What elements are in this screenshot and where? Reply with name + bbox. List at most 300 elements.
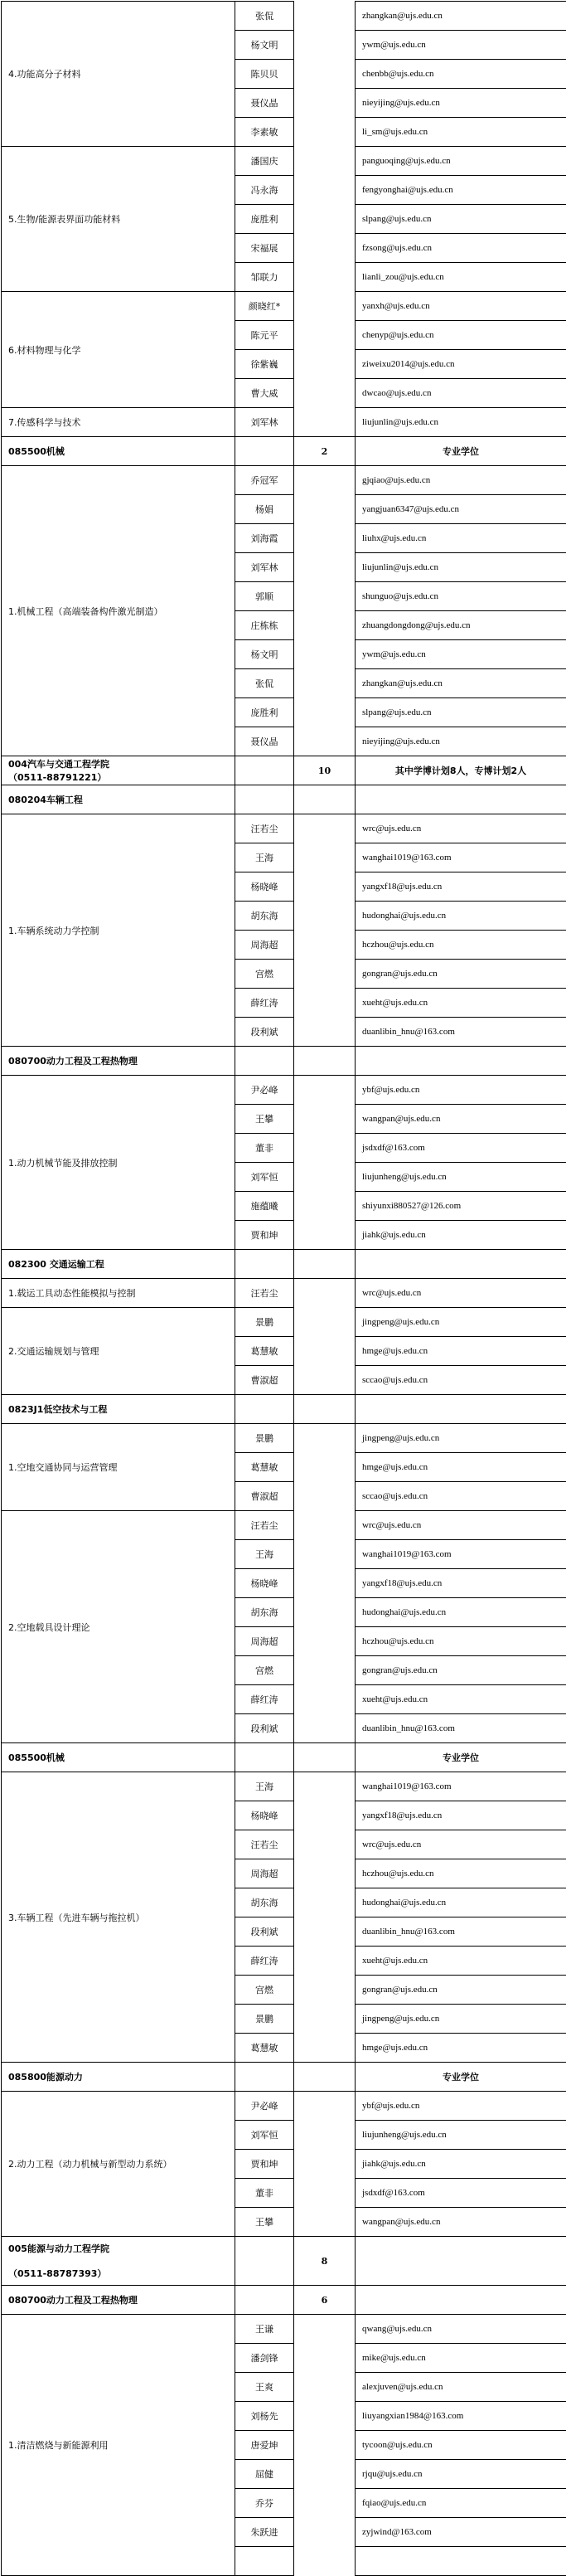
section-header-row	[2, 2237, 566, 2286]
supervisor-name	[235, 1511, 294, 1540]
supervisor-name-text: 汪若尘	[251, 1520, 278, 1531]
quota-cell-empty	[294, 582, 356, 611]
section-phone: （0511-88787393）	[8, 2267, 235, 2280]
email-text: liujunlin@ujs.edu.cn	[362, 417, 438, 427]
supervisor-name-text: 王爽	[255, 2382, 273, 2393]
note-cell	[356, 1047, 566, 1076]
email-text: zhangkan@ujs.edu.cn	[362, 678, 443, 688]
supervisor-name	[235, 669, 294, 698]
email-text: hudonghai@ujs.edu.cn	[362, 1898, 446, 1908]
supervisor-name	[235, 1076, 294, 1105]
supervisor-email	[356, 176, 566, 205]
supervisor-name-text: 杨娟	[255, 504, 273, 515]
research-direction	[2, 1076, 235, 1250]
quota-cell	[294, 1250, 356, 1279]
email-text: jsdxdf@163.com	[362, 1143, 425, 1153]
quota-cell-empty	[294, 408, 356, 437]
email-text: wrc@ujs.edu.cn	[362, 1288, 421, 1298]
email-text: hudonghai@ujs.edu.cn	[362, 911, 446, 921]
name-cell-empty	[235, 785, 294, 814]
table-row	[2, 2092, 566, 2121]
supervisor-name-text: 朱跃进	[251, 2527, 278, 2538]
email-text: liujunheng@ujs.edu.cn	[362, 2130, 447, 2140]
quota-cell-empty	[294, 1917, 356, 1947]
quota-cell-empty	[294, 1337, 356, 1366]
supervisor-name-text: 汪若尘	[251, 824, 278, 834]
supervisor-name	[235, 1453, 294, 1482]
supervisor-name-text: 宫燃	[255, 969, 273, 979]
supervisor-email	[356, 814, 566, 843]
supervisor-email	[356, 234, 566, 263]
supervisor-name	[235, 1772, 294, 1801]
supervisor-name	[235, 2489, 294, 2518]
supervisor-email	[356, 2034, 566, 2063]
supervisor-name-text: 庞胜利	[251, 214, 278, 225]
supervisor-name	[235, 2179, 294, 2208]
quota-cell-empty	[294, 669, 356, 698]
note-cell	[356, 2063, 566, 2092]
supervisor-name	[235, 1424, 294, 1453]
supervisor-name-text: 王攀	[255, 2217, 273, 2228]
supervisor-email	[356, 1772, 566, 1801]
supervisor-name	[235, 1598, 294, 1627]
supervisor-name	[235, 1627, 294, 1656]
quota-cell-empty	[294, 553, 356, 582]
supervisor-name-text: 薛红涛	[251, 1694, 278, 1705]
supervisor-name	[235, 2092, 294, 2121]
section-title	[2, 1395, 235, 1424]
quota-cell	[294, 2237, 356, 2286]
research-direction-label: 7.传感科学与技术	[8, 417, 81, 428]
supervisor-name	[235, 2121, 294, 2150]
supervisor-name	[235, 1976, 294, 2005]
research-direction	[2, 408, 235, 437]
section-title-text: 085500机械	[8, 446, 65, 457]
supervisor-name-text: 颜晓红*	[249, 301, 281, 312]
supervisor-name	[235, 1917, 294, 1947]
quota-cell-empty	[294, 2, 356, 31]
supervisor-name-text: 杨晓峰	[251, 1578, 278, 1589]
supervisor-email	[356, 1424, 566, 1453]
email-text: jiahk@ujs.edu.cn	[362, 2159, 426, 2169]
supervisor-name-text: 聂仪晶	[251, 736, 278, 747]
section-title-text: 080700动力工程及工程热物理	[8, 1056, 138, 1067]
quota-cell-empty	[294, 1714, 356, 1743]
supervisor-name-text: 刘杨先	[251, 2411, 278, 2422]
supervisor-email	[356, 902, 566, 931]
supervisor-name-text: 徐紫巍	[251, 359, 278, 370]
supervisor-email	[356, 2373, 566, 2402]
supervisor-name	[235, 902, 294, 931]
email-text: jsdxdf@163.com	[362, 2188, 425, 2198]
email-text: yangjuan6347@ujs.edu.cn	[362, 504, 459, 514]
name-cell-empty	[235, 1047, 294, 1076]
supervisor-email	[356, 2402, 566, 2431]
section-title	[2, 2286, 235, 2315]
email-text: nieyijing@ujs.edu.cn	[362, 736, 440, 746]
supervisor-name	[235, 1018, 294, 1047]
email-text: duanlibin_hnu@163.com	[362, 1723, 455, 1733]
quota-cell-empty	[294, 1685, 356, 1714]
supervisor-name-text: 王海	[255, 1781, 273, 1792]
note-cell	[356, 2237, 566, 2286]
degree-type-note: 专业学位	[443, 1752, 479, 1763]
supervisor-name	[235, 408, 294, 437]
supervisor-email	[356, 1105, 566, 1134]
email-text: fzsong@ujs.edu.cn	[362, 243, 432, 253]
table-row	[2, 408, 566, 437]
quota-cell-empty	[294, 118, 356, 147]
note-cell	[356, 1743, 566, 1772]
quota-cell-empty	[294, 2373, 356, 2402]
email-text: dwcao@ujs.edu.cn	[362, 388, 431, 398]
supervisor-email	[356, 2431, 566, 2460]
supervisor-name	[235, 989, 294, 1018]
email-text: qwang@ujs.edu.cn	[362, 2324, 432, 2334]
supervisor-email	[356, 2208, 566, 2237]
quota-cell-empty	[294, 89, 356, 118]
table-row	[2, 1772, 566, 1801]
quota-cell-empty	[294, 1163, 356, 1192]
quota-cell-empty	[294, 2547, 356, 2576]
supervisor-email	[356, 466, 566, 495]
supervisor-email	[356, 205, 566, 234]
email-text: mike@ujs.edu.cn	[362, 2353, 426, 2363]
quota-cell-empty	[294, 466, 356, 495]
research-direction	[2, 466, 235, 756]
supervisor-name-text: 葛慧敏	[251, 1346, 278, 1357]
supervisor-name	[235, 872, 294, 902]
quota-cell-empty	[294, 727, 356, 756]
quota-cell	[294, 1743, 356, 1772]
email-text: wanghai1019@163.com	[362, 1781, 452, 1791]
supervisor-name	[235, 2431, 294, 2460]
supervisor-name	[235, 1163, 294, 1192]
supervisor-name-text: 张侃	[255, 678, 273, 689]
supervisor-name-text: 陈元平	[251, 330, 278, 341]
supervisor-name-text: 宫燃	[255, 1665, 273, 1676]
supervisor-email	[356, 2518, 566, 2547]
quota-cell-empty	[294, 1772, 356, 1801]
email-text: sccao@ujs.edu.cn	[362, 1491, 428, 1501]
supervisor-name	[235, 931, 294, 960]
research-direction-label: 4.功能高分子材料	[8, 69, 81, 80]
section-title	[2, 2237, 235, 2286]
supervisor-name	[235, 1888, 294, 1917]
email-text: tycoon@ujs.edu.cn	[362, 2440, 433, 2450]
supervisor-email	[356, 89, 566, 118]
supervisor-name	[235, 1656, 294, 1685]
supervisor-name-text: 刘军恒	[251, 2130, 278, 2141]
supervisor-email	[356, 321, 566, 350]
email-text: li_sm@ujs.edu.cn	[362, 127, 428, 137]
table-row	[2, 147, 566, 176]
supervisor-name	[235, 2402, 294, 2431]
supervisor-name	[235, 234, 294, 263]
quota-cell	[294, 2286, 356, 2315]
research-direction-label: 1.动力机械节能及排放控制	[8, 1158, 118, 1169]
supervisor-email	[356, 727, 566, 756]
note-cell	[356, 1395, 566, 1424]
section-header-row	[2, 1250, 566, 1279]
supervisor-name	[235, 31, 294, 60]
email-text: hmge@ujs.edu.cn	[362, 1462, 428, 1472]
supervisor-email	[356, 118, 566, 147]
supervisor-name-text: 屈健	[255, 2469, 273, 2480]
quota-cell-empty	[294, 1105, 356, 1134]
supervisor-name-text: 聂仪晶	[251, 98, 278, 109]
supervisor-name-text: 周海超	[251, 1869, 278, 1879]
quota-cell-empty	[294, 1598, 356, 1627]
email-text: yangxf18@ujs.edu.cn	[362, 882, 442, 892]
quota-cell-empty	[294, 843, 356, 872]
supervisor-email	[356, 1830, 566, 1859]
supervisor-name	[235, 495, 294, 524]
email-text: shiyunxi880527@126.com	[362, 1201, 461, 1211]
supervisor-name	[235, 379, 294, 408]
quota-cell-empty	[294, 931, 356, 960]
quota-cell-empty	[294, 292, 356, 321]
quota-cell-empty	[294, 1134, 356, 1163]
supervisor-email	[356, 1569, 566, 1598]
supervisor-name	[235, 553, 294, 582]
supervisor-name	[235, 205, 294, 234]
supervisor-name-text: 段利斌	[251, 1723, 278, 1734]
note-cell	[356, 1250, 566, 1279]
supervisor-email	[356, 1192, 566, 1221]
supervisor-email	[356, 2121, 566, 2150]
email-text: duanlibin_hnu@163.com	[362, 1027, 455, 1037]
supervisor-email	[356, 931, 566, 960]
supervisor-name	[235, 2208, 294, 2237]
supervisor-name-text: 周海超	[251, 940, 278, 950]
quota-cell-empty	[294, 1076, 356, 1105]
email-text: hczhou@ujs.edu.cn	[362, 1636, 434, 1646]
quota-cell-empty	[294, 698, 356, 727]
supervisor-name-text: 刘军林	[251, 562, 278, 573]
supervisor-email	[356, 524, 566, 553]
email-text: yanxh@ujs.edu.cn	[362, 301, 430, 311]
supervisor-name-text: 王海	[255, 853, 273, 863]
quota-cell-empty	[294, 1192, 356, 1221]
email-text: gongran@ujs.edu.cn	[362, 969, 438, 979]
supervisor-email	[356, 640, 566, 669]
email-text: jingpeng@ujs.edu.cn	[362, 1433, 439, 1443]
email-text: xueht@ujs.edu.cn	[362, 1694, 428, 1704]
email-text: ybf@ujs.edu.cn	[362, 2101, 419, 2111]
quota-cell-empty	[294, 1453, 356, 1482]
email-text: wanghai1019@163.com	[362, 1549, 452, 1559]
supervisor-name	[235, 1279, 294, 1308]
supervisor-email	[356, 263, 566, 292]
supervisor-email	[356, 1221, 566, 1250]
supervisor-email	[356, 1366, 566, 1395]
quota-cell-empty	[294, 1801, 356, 1830]
email-text: zhuangdongdong@ujs.edu.cn	[362, 620, 471, 630]
degree-type-note: 专业学位	[443, 446, 479, 457]
email-text: liujunheng@ujs.edu.cn	[362, 1172, 447, 1182]
supervisor-email	[356, 292, 566, 321]
supervisor-email	[356, 2005, 566, 2034]
quota-value: 10	[318, 766, 331, 776]
email-text: hmge@ujs.edu.cn	[362, 2043, 428, 2053]
section-title	[2, 2063, 235, 2092]
supervisor-email	[356, 1134, 566, 1163]
research-direction	[2, 147, 235, 292]
supervisor-email	[356, 60, 566, 89]
supervisor-name-text: 王攀	[255, 1114, 273, 1125]
supervisor-email	[356, 1482, 566, 1511]
supervisor-name-text: 薛红涛	[251, 1956, 278, 1966]
section-title-text: 005能源与动力工程学院	[8, 2243, 109, 2254]
supervisor-name	[235, 1192, 294, 1221]
supervisor-email	[356, 1308, 566, 1337]
name-cell-empty	[235, 1250, 294, 1279]
email-text: fengyonghai@ujs.edu.cn	[362, 185, 453, 195]
name-cell-empty	[235, 756, 294, 785]
supervisor-name-text: 贾和坤	[251, 1230, 278, 1241]
supervisor-name-text: 杨晓峰	[251, 882, 278, 892]
supervisor-email	[356, 1018, 566, 1047]
supervisor-name-text: 郭顺	[255, 591, 273, 602]
supervisor-email	[356, 31, 566, 60]
email-text: wrc@ujs.edu.cn	[362, 824, 421, 834]
name-cell-empty	[235, 2063, 294, 2092]
supervisor-name	[235, 1134, 294, 1163]
research-direction-label: 1.空地交通协同与运营管理	[8, 1462, 118, 1473]
table-row	[2, 2, 566, 31]
email-text: liujunlin@ujs.edu.cn	[362, 562, 438, 572]
section-header-row	[2, 1047, 566, 1076]
supervisor-email	[356, 843, 566, 872]
section-header-row	[2, 437, 566, 466]
research-direction	[2, 1772, 235, 2063]
supervisor-email	[356, 1685, 566, 1714]
email-text: wangpan@ujs.edu.cn	[362, 2217, 440, 2227]
quota-cell-empty	[294, 1482, 356, 1511]
supervisor-email	[356, 2, 566, 31]
supervisor-name	[235, 60, 294, 89]
section-title	[2, 1743, 235, 1772]
supervisor-email	[356, 1453, 566, 1482]
supervisor-name-text: 汪若尘	[251, 1288, 278, 1299]
section-phone: （0511-88791221）	[8, 770, 235, 784]
quota-cell-empty	[294, 350, 356, 379]
quota-cell-empty	[294, 1221, 356, 1250]
quota-cell-empty	[294, 1888, 356, 1917]
section-title	[2, 437, 235, 466]
quota-cell-empty	[294, 960, 356, 989]
supervisor-name	[235, 321, 294, 350]
research-direction	[2, 1308, 235, 1395]
table-row	[2, 1076, 566, 1105]
supervisor-name-text: 董非	[255, 2188, 273, 2199]
supervisor-name-text: 景鹏	[255, 1317, 273, 1328]
quota-cell-empty	[294, 1656, 356, 1685]
supervisor-name-text: 葛慧敏	[251, 1462, 278, 1473]
supervisor-name	[235, 1540, 294, 1569]
supervisor-email	[356, 2344, 566, 2373]
note-cell	[356, 2286, 566, 2315]
supervisor-name-text: 刘军恒	[251, 1172, 278, 1183]
supervisor-name	[235, 1714, 294, 1743]
supervisor-name-text: 曹淑超	[251, 1491, 278, 1502]
research-direction-label: 1.车辆系统动力学控制	[8, 926, 99, 936]
supervisor-email	[356, 2460, 566, 2489]
research-direction	[2, 2315, 235, 2576]
supervisor-name	[235, 1859, 294, 1888]
quota-cell	[294, 756, 356, 785]
email-text: duanlibin_hnu@163.com	[362, 1927, 455, 1937]
supervisor-name	[235, 960, 294, 989]
email-text: shunguo@ujs.edu.cn	[362, 591, 438, 601]
note-cell	[356, 437, 566, 466]
section-title-text: 004汽车与交通工程学院	[8, 759, 109, 770]
supervisor-name-text: 张侃	[255, 11, 273, 22]
quota-cell-empty	[294, 1279, 356, 1308]
supervisor-name-text: 施蕴曦	[251, 1201, 278, 1212]
quota-cell-empty	[294, 2518, 356, 2547]
note-cell	[356, 785, 566, 814]
quota-cell-empty	[294, 1511, 356, 1540]
quota-value: 2	[322, 446, 328, 457]
supervisor-name	[235, 118, 294, 147]
research-direction-label: 5.生物/能源表界面功能材料	[8, 214, 120, 225]
section-header-row	[2, 2286, 566, 2315]
supervisor-email	[356, 872, 566, 902]
email-text: rjqu@ujs.edu.cn	[362, 2469, 422, 2479]
degree-type-note: 专业学位	[443, 2072, 479, 2083]
supervisor-email	[356, 1917, 566, 1947]
quota-cell-empty	[294, 2344, 356, 2373]
supervisor-email	[356, 1714, 566, 1743]
supervisor-name-text: 冯永海	[251, 185, 278, 196]
quota-cell-empty	[294, 524, 356, 553]
quota-cell-empty	[294, 31, 356, 60]
supervisor-name-text: 潘剑锋	[251, 2353, 278, 2364]
supervisor-name-text: 杨文明	[251, 40, 278, 51]
supervisor-name-text: 段利斌	[251, 1027, 278, 1038]
supervisor-email	[356, 1279, 566, 1308]
supervisor-name-text: 汪若尘	[251, 1840, 278, 1850]
email-text: wrc@ujs.edu.cn	[362, 1840, 421, 1849]
supervisor-name-text: 乔冠军	[251, 475, 278, 486]
table-row	[2, 814, 566, 843]
research-direction	[2, 814, 235, 1047]
section-title-text: 080204车辆工程	[8, 795, 83, 805]
supervisor-name-text: 杨文明	[251, 649, 278, 660]
quota-cell-empty	[294, 2121, 356, 2150]
quota-cell-empty	[294, 176, 356, 205]
supervisor-email	[356, 1163, 566, 1192]
supervisor-name	[235, 466, 294, 495]
name-cell-empty	[235, 437, 294, 466]
supervisor-email	[356, 1627, 566, 1656]
supervisor-name	[235, 2460, 294, 2489]
supervisor-name-text: 曹淑超	[251, 1375, 278, 1386]
email-text: panguoqing@ujs.edu.cn	[362, 156, 451, 166]
supervisor-email	[356, 1656, 566, 1685]
quota-cell-empty	[294, 495, 356, 524]
supervisor-email	[356, 2150, 566, 2179]
email-text: yangxf18@ujs.edu.cn	[362, 1578, 442, 1588]
supervisor-email	[356, 582, 566, 611]
supervisor-email	[356, 408, 566, 437]
supervisor-name	[235, 1569, 294, 1598]
email-text: hczhou@ujs.edu.cn	[362, 1869, 434, 1879]
table-row	[2, 1308, 566, 1337]
email-text: wangpan@ujs.edu.cn	[362, 1114, 440, 1124]
